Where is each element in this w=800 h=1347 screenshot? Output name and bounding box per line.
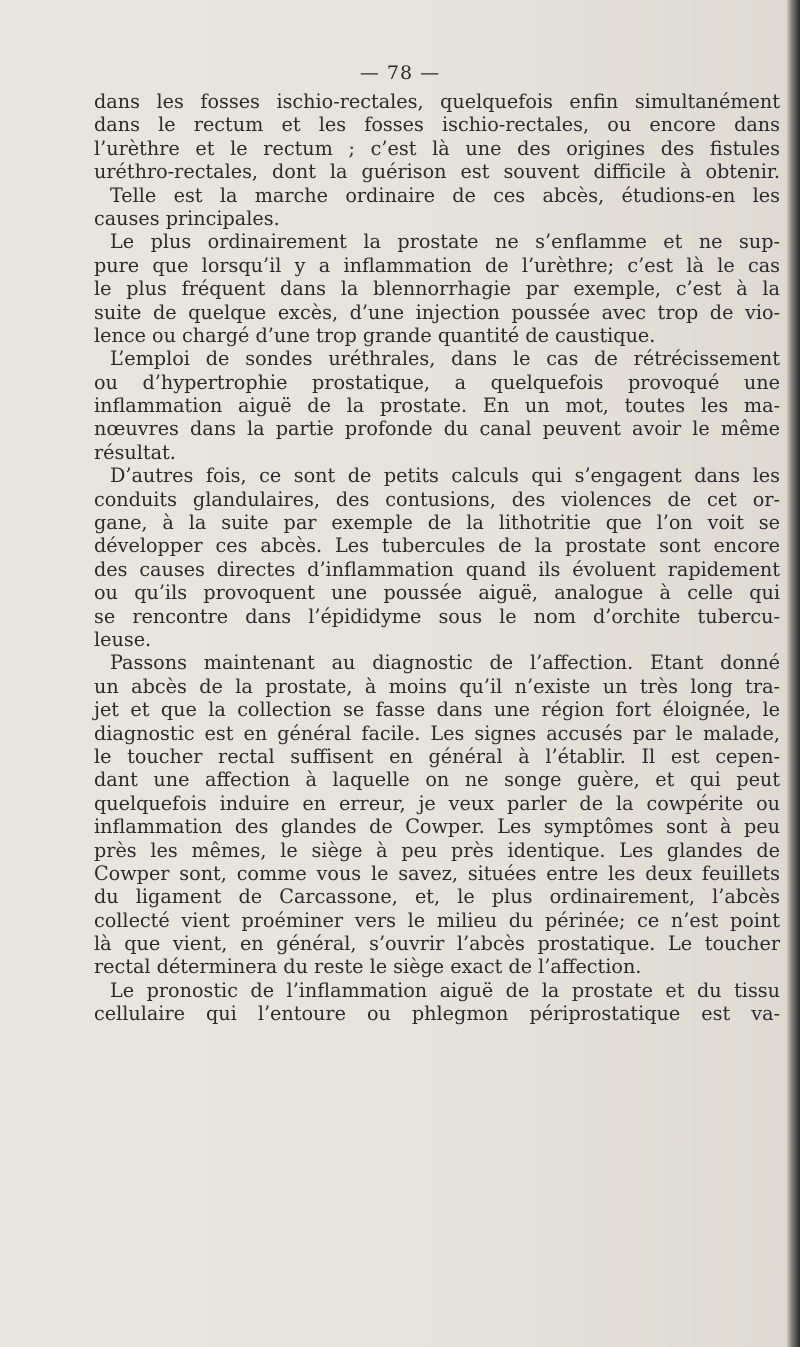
text-line: quelquefois induire en erreur, je veux parler de la cowpérite ou — [94, 791, 780, 815]
text-line: développer ces abcès. Les tubercules de la prostate sont encore — [94, 534, 780, 558]
text-line: ou d’hypertrophie prostatique, a quelquefois provoqué une — [94, 370, 780, 394]
text-line: se rencontre dans l’épididyme sous le nom d’orchite tubercu- — [94, 604, 780, 628]
text-line: cellulaire qui l’entoure ou phlegmon périprostatique est va- — [94, 1002, 780, 1026]
text-line: D’autres fois, ce sont de petits calculs qui s’engagent dans les — [110, 464, 780, 488]
text-line: Le pronostic de l’inflammation aiguë de la prostate et du tissu — [110, 978, 780, 1002]
text-line: causes principales. — [94, 206, 280, 230]
text-line: rectal déterminera du reste le siège exact de l’affection. — [94, 955, 642, 979]
text-line: diagnostic est en général facile. Les signes accusés par le malade, — [94, 721, 780, 745]
text-line: conduits glandulaires, des contusions, des violences de cet or- — [94, 487, 780, 511]
text-line: dans les fosses ischio-rectales, quelquefois enfin simultanément — [94, 90, 780, 113]
text-line: près les mêmes, le siège à peu près identique. Les glandes de — [94, 838, 780, 862]
text-line: un abcès de la prostate, à moins qu’il n’existe un très long tra- — [94, 674, 780, 698]
text-line: Telle est la marche ordinaire de ces abcès, étudions-en les — [110, 183, 780, 207]
text-line: leuse. — [94, 627, 152, 651]
text-line: l’urèthre et le rectum ; c’est là une des origines des fistules — [94, 136, 780, 160]
text-line: inflammation aiguë de la prostate. En un mot, toutes les ma- — [94, 394, 780, 418]
text-line: le toucher rectal suffisent en général à l’établir. Il est cepen- — [94, 744, 780, 768]
text-line: jet et que la collection se fasse dans une région fort éloignée, le — [94, 698, 780, 722]
text-line: gane, à la suite par exemple de la lithotritie que l’on voit se — [94, 511, 780, 535]
text-line: le plus fréquent dans la blennorrhagie par exemple, c’est à la — [94, 277, 780, 301]
text-line: nœuvres dans la partie profonde du canal peuvent avoir le même — [94, 417, 780, 441]
text-line: Le plus ordinairement la prostate ne s’enflamme et ne sup- — [110, 230, 780, 254]
text-line: lence ou chargé d’une trop grande quantité de caustique. — [94, 323, 656, 347]
text-line: dans le rectum et les fosses ischio-rectales, ou encore dans — [94, 113, 780, 137]
text-line: L’emploi de sondes uréthrales, dans le cas de rétrécissement — [110, 347, 780, 371]
text-line: Cowper sont, comme vous le savez, situées entre les deux feuillets — [94, 861, 780, 885]
text-line: là que vient, en général, s’ouvrir l’abcès prostatique. Le toucher — [94, 932, 780, 956]
text-line: suite de quelque excès, d’une injection poussée avec trop de vio- — [94, 300, 780, 324]
text-line: Passons maintenant au diagnostic de l’affection. Etant donné — [110, 651, 780, 675]
text-line: collecté vient proéminer vers le milieu du périnée; ce n’est point — [94, 908, 780, 932]
text-line: pure que lorsqu’il y a inflammation de l’urèthre; c’est là le cas — [94, 253, 780, 277]
text-line: dant une affection à laquelle on ne songe guère, et qui peut — [94, 768, 780, 792]
page-text-body — [94, 90, 780, 1026]
text-line: des causes directes d’inflammation quand ils évoluent rapidement — [94, 557, 780, 581]
text-line: ou qu’ils provoquent une poussée aiguë, analogue à celle qui — [94, 581, 780, 605]
text-line: inflammation des glandes de Cowper. Les symptômes sont à peu — [94, 815, 780, 839]
text-line: résultat. — [94, 440, 176, 464]
text-line: du ligament de Carcassone, et, le plus ordinairement, l’abcès — [94, 885, 780, 909]
page-edge-shadow — [786, 0, 800, 1347]
text-line: uréthro-rectales, dont la guérison est souvent difficile à obtenir. — [94, 160, 780, 184]
page-number: — 78 — — [359, 62, 441, 84]
